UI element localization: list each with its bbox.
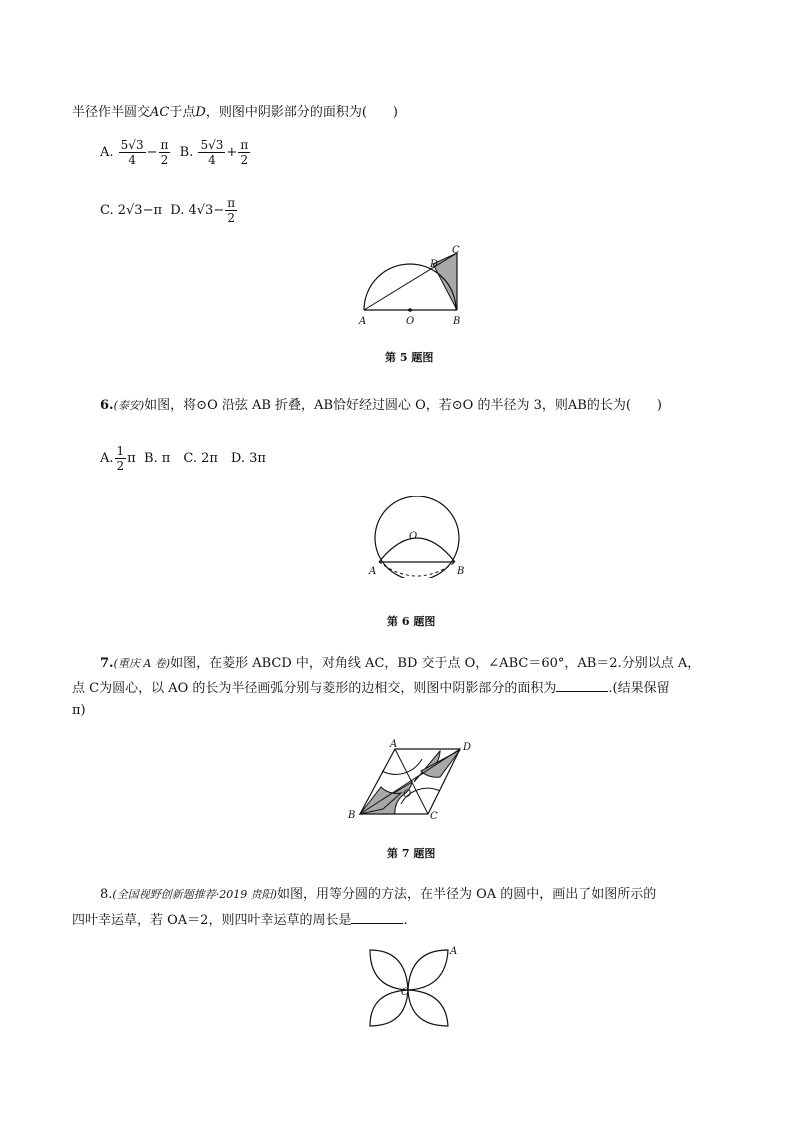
q6-label-b: B	[457, 566, 465, 577]
q6-options	[100, 444, 266, 473]
q5-figure	[355, 244, 475, 330]
q6-stem-text: 如图，将⊙O 沿弦 AB 折叠，AB恰好经过圆心 O，若⊙O 的半径为 3，则AB的长为( )	[144, 398, 662, 413]
q7-diagonal-bd	[360, 749, 460, 814]
q5-option-a-label: A.	[100, 145, 114, 160]
frac-den: 2	[227, 211, 235, 225]
q5-stem-part: 于点	[169, 105, 196, 120]
q5-stem-ac: AC	[150, 105, 170, 120]
frac-den: 4	[208, 153, 216, 167]
q5-options-cd	[100, 196, 238, 225]
frac-den: 2	[160, 153, 169, 167]
q5-label-b: B	[453, 316, 461, 327]
q6-options-rest: B. π C. 2π D. 3π	[143, 451, 266, 466]
q8-number: 8.	[100, 887, 113, 902]
q6-figure	[366, 496, 470, 578]
q8-label-o: O	[401, 987, 410, 998]
q7-line2	[72, 677, 670, 696]
q5-option-a-op: −	[146, 145, 158, 160]
q8-line2	[72, 909, 408, 928]
q7-line1	[100, 652, 700, 671]
q8-answer-blank[interactable]	[351, 911, 403, 924]
q8-line2-text: 四叶幸运草，若 OA＝2，则四叶幸运草的周长是	[72, 913, 352, 928]
q7-shaded-right	[421, 750, 460, 777]
q5-label-d: D	[430, 259, 439, 270]
q6-label-a: A	[369, 566, 377, 577]
q7-label-b: B	[348, 810, 356, 821]
q7-label-o: O	[403, 789, 412, 800]
q6-dashed-arc	[379, 562, 455, 576]
q6-caption: 第 6 题图	[387, 615, 436, 628]
q8-line1	[100, 883, 656, 902]
frac-den: 2	[240, 153, 249, 167]
q7-answer-blank[interactable]	[556, 679, 608, 692]
q8-label-a: A	[450, 946, 458, 957]
q5-option-c: C. 2√3−π	[100, 203, 163, 218]
q8-line2-tail: .	[403, 913, 408, 928]
q5-center-point	[408, 308, 412, 312]
q7-line1-text: 如图，在菱形 ABCD 中，对角线 AC，BD 交于点 O，∠ABC＝60°，AB＝2.分别以点 A，	[170, 656, 701, 671]
q5-stem	[72, 101, 398, 120]
q7-label-a: A	[390, 739, 398, 750]
q8-leaf-upper-right	[408, 950, 448, 990]
q6-stem	[100, 394, 662, 413]
q5-stem-part: ，则图中阴影部分的面积为( )	[205, 105, 398, 120]
q8-line1-text: 如图，用等分圆的方法，在半径为 OA 的圆中，画出了如图所示的	[276, 887, 657, 902]
q5-option-b-frac	[198, 138, 225, 167]
q5-caption: 第 5 题图	[385, 351, 434, 364]
q8-source: (全国视野创新题推荐·2019 贵阳)	[112, 888, 277, 901]
q5-option-a-frac	[119, 138, 146, 167]
q5-label-c: C	[452, 245, 460, 256]
q6-label-o: O	[409, 531, 418, 542]
q6-option-a-tail: π	[127, 451, 136, 466]
q7-label-d: D	[463, 742, 472, 753]
q7-figure	[343, 737, 483, 823]
q6-option-a-label: A.	[100, 451, 114, 466]
q5-label-o: O	[406, 316, 415, 327]
q8-leaf-lower-right	[408, 990, 448, 1026]
q7-line2-tail: .(结果保留	[608, 681, 670, 696]
q5-stem-d: D	[195, 105, 206, 120]
frac-num: 5√3	[200, 138, 224, 152]
q8-figure	[368, 942, 468, 1028]
q5-option-d-frac	[225, 196, 237, 225]
q7-number: 7.	[100, 656, 114, 671]
q5-option-a-frac2	[159, 138, 171, 167]
q7-line2-text: 点 C为圆心，以 AO 的长为半径画弧分别与菱形的边相交，则图中阴影部分的面积为	[72, 681, 557, 696]
q6-number: 6.	[100, 398, 114, 413]
frac-num: π	[160, 138, 169, 152]
frac-num: 1	[116, 444, 125, 458]
q7-caption: 第 7 题图	[387, 847, 436, 860]
frac-num: π	[240, 138, 249, 152]
q7-label-c: C	[430, 811, 438, 822]
q7-source: (重庆 A 卷)	[113, 657, 171, 670]
frac-den: 2	[116, 459, 125, 473]
q6-option-a-frac	[115, 444, 127, 473]
q5-option-b-label: B.	[179, 145, 194, 160]
q5-option-b-frac2	[238, 138, 250, 167]
q6-source: (泰安)	[113, 399, 145, 412]
q5-option-d-label: D. 4√3−	[170, 203, 225, 218]
frac-num: π	[227, 196, 236, 210]
q7-line3: π)	[72, 703, 86, 718]
q5-label-a: A	[359, 316, 367, 327]
q8-leaf-upper-left	[370, 950, 408, 990]
q7-diagonal-ac	[395, 749, 428, 814]
q5-stem-part: 半径作半圆交	[72, 105, 151, 120]
frac-num: 5√3	[120, 138, 144, 152]
q5-options-ab	[100, 138, 251, 167]
q5-option-b-op: +	[226, 145, 238, 160]
frac-den: 4	[128, 153, 136, 167]
